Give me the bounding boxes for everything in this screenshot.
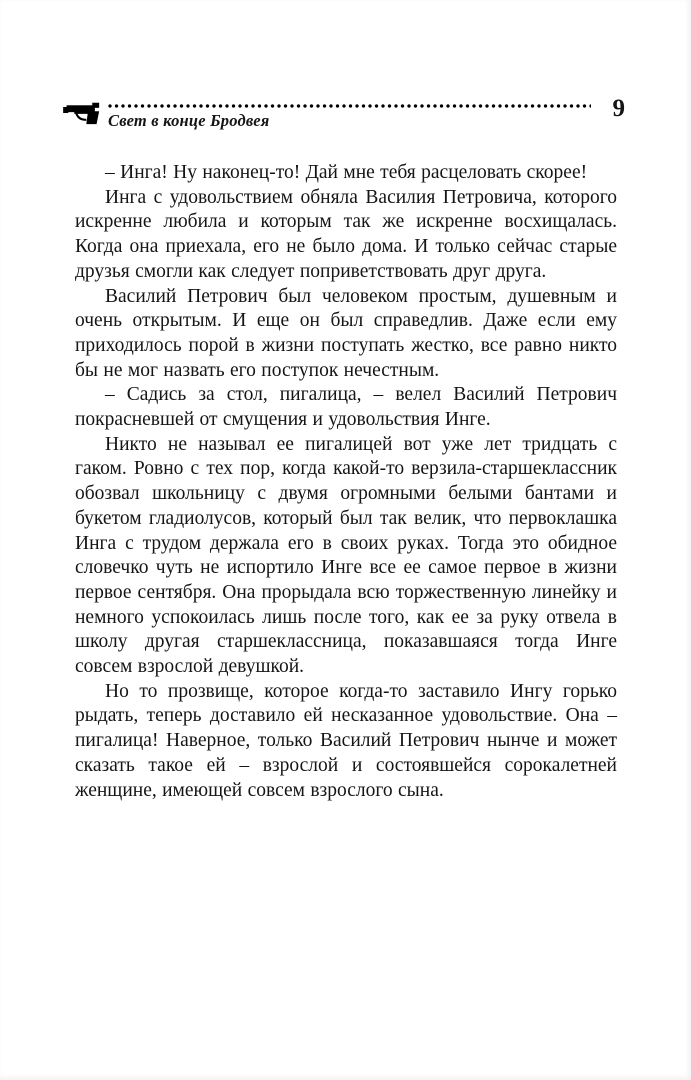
page-content	[62, 95, 629, 803]
paragraph: – Инга! Ну наконец-то! Дай мне тебя расцеловать скорее!	[105, 162, 588, 183]
paragraph: Василий Петрович был человеком простым, душевным и очень открытым. И еще он был справедлив. Даже если ему приходилось порой в жизни поступать жестко, все равно никто бы не мог назвать его поступок нечестным.	[75, 285, 617, 381]
paragraph: Но то прозвище, которое когда-то заставило Ингу горько рыдать, теперь доставило ей несказанное удовольствие. Она – пигалица! Наверное, только Василий Петрович нынче и может сказать такое ей – взрослой и состоявшейся сорокалетней женщине, имеющей совсем взрослого сына.	[75, 680, 617, 801]
page-header	[62, 95, 625, 131]
header-title-block	[108, 100, 591, 131]
paragraph: Никто не называл ее пигалицей вот уже лет тридцать с гаком. Ровно с тех пор, когда какой-то верзила-старшеклассник обозвал школьницу с двумя огромными белыми бантами и букетом гладиолусов, который был так велик, что первоклашка Инга с трудом держала его в своих руках. Тогда это обидное словечко чуть не испортило Инге все ее самое первое в жизни первое сентября. Она прорыдала всю торжественную линейку и немного успокоилась лишь после того, как ее за руку отвела в школу другая старшеклассница, показавшаяся тогда Инге совсем взрослой девушкой.	[75, 433, 617, 678]
page-number: 9	[612, 95, 625, 122]
pistol-icon	[62, 101, 102, 130]
body-text	[75, 161, 617, 803]
running-title: Свет в конце Бродвея	[108, 111, 270, 130]
dotted-rule	[108, 104, 591, 108]
paragraph: Инга с удовольствием обняла Василия Петровича, которого искренне любила и которым так же искренне восхищалась. Когда она приехала, его не было дома. И только сейчас старые друзья смогли как следует поприветствовать друг друга.	[75, 186, 617, 282]
paragraph: – Садись за стол, пигалица, – велел Василий Петрович покрасневшей от смущения и удовольствия Инге.	[75, 384, 617, 431]
